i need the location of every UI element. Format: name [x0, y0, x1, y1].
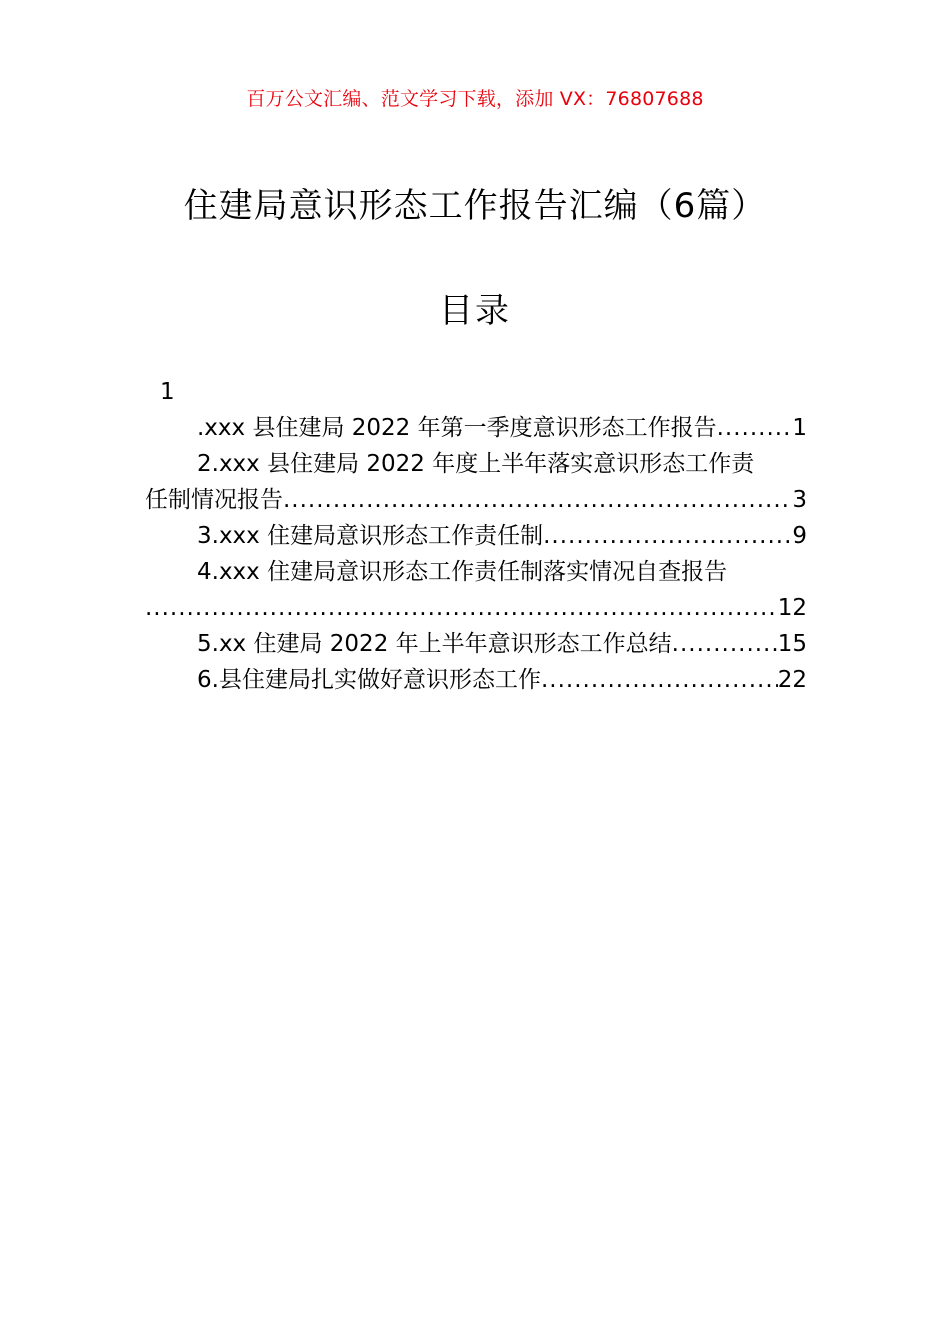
toc-item-page: 9: [792, 523, 807, 549]
toc-item-page: 22: [777, 667, 807, 693]
toc-leader-dots: [672, 626, 778, 662]
toc-item-page: 12: [777, 595, 807, 621]
toc-item-title-line2: 任制情况报告: [145, 487, 283, 513]
toc-item-6[interactable]: [145, 662, 807, 698]
toc-lead-number: 1: [160, 379, 175, 405]
toc-item-title-line1: 2.xxx 县住建局 2022 年度上半年落实意识形态工作责: [197, 451, 755, 477]
toc-item-page: 3: [792, 487, 807, 513]
promo-banner: 百万公文汇编、范文学习下载，添加 VX：76807688: [246, 88, 704, 110]
toc-item-title: 6.县住建局扎实做好意识形态工作: [197, 667, 541, 693]
toc-leader-dots: [543, 518, 792, 554]
toc-item-2[interactable]: [145, 446, 807, 518]
toc-item-3[interactable]: [145, 518, 807, 554]
toc-leader-dots: [717, 410, 793, 446]
toc-leader-dots: [283, 482, 792, 518]
toc-item-page: 1: [792, 415, 807, 441]
toc-leader-dots: [541, 662, 778, 698]
toc-item-title: 5.xx 住建局 2022 年上半年意识形态工作总结: [197, 631, 672, 657]
toc-leader-dots: [145, 590, 778, 626]
toc-item-title: 3.xxx 住建局意识形态工作责任制: [197, 523, 544, 549]
toc-heading: 目录: [439, 291, 511, 331]
toc-item-title-line1: 4.xxx 住建局意识形态工作责任制落实情况自查报告: [197, 559, 728, 585]
toc-item-1[interactable]: [145, 410, 807, 446]
toc-item-page: 15: [777, 631, 807, 657]
toc-item-title: .xxx 县住建局 2022 年第一季度意识形态工作报告: [197, 415, 717, 441]
document-title: 住建局意识形态工作报告汇编（6篇）: [183, 186, 767, 226]
toc-item-5[interactable]: [145, 626, 807, 662]
toc-item-4[interactable]: [145, 554, 807, 626]
table-of-contents: [145, 374, 807, 698]
